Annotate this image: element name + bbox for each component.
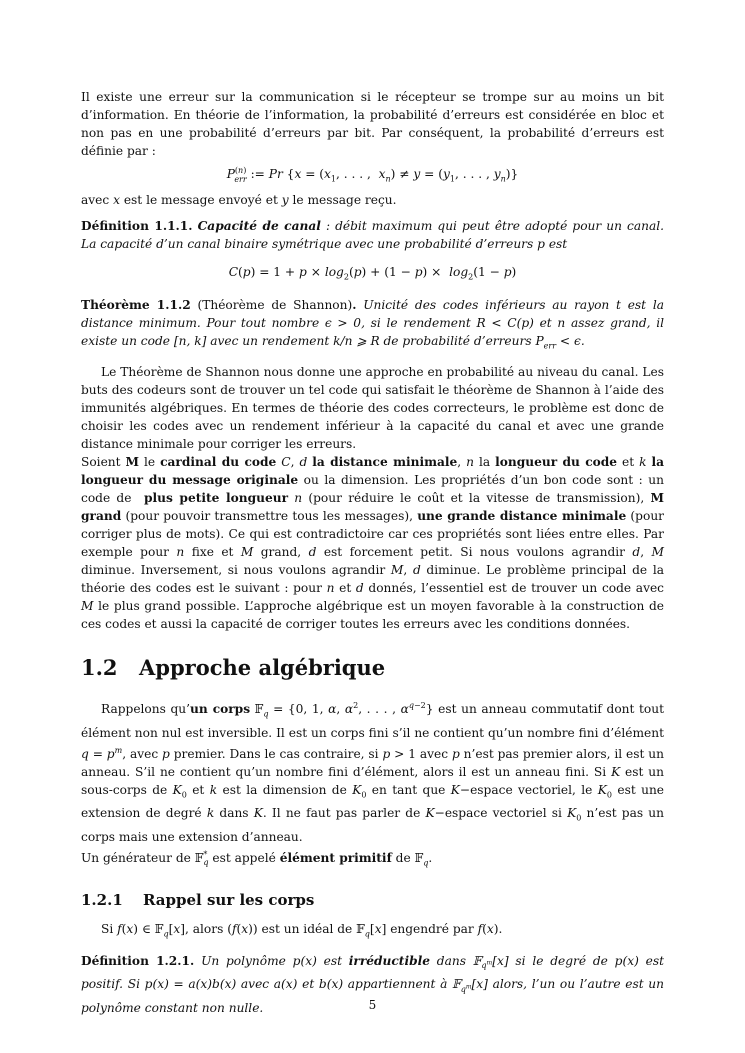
paragraph-corps: Rappelons qu’un corps 𝔽$_q$ = {0, 1, α, $\alpha^2$, . . . , $\alpha^{q-2}$} est un anneau commutatif dont tout élément non nul est inversible. Il est un corps fini s’il ne contient qu’un nombre fini d’élément $q = p^m$, avec p premier. Dans le cas contraire, si p > 1 avec p n’est pas premier alors, il est un anneau. S’il ne contient qu’un nombre fini d’élément, alors il est un anneau fini. Si K est un sous-corps de $K_0$ et k est la dimension de $K_0$ en tant que K−espace vectoriel, le $K_0$ est une extension de degré k dans K. Il ne faut pas parler de K−espace vectoriel si $K_0$ n’est pas un corps mais une extension d’anneau. [81, 701, 665, 844]
definition-1-1-1: Définition 1.1.1. Capacité de canal : débit maximum qui peut être adopté pour un canal. La capacité d’un canal binaire symétrique avec une probabilité d’erreurs p est [81, 218, 665, 251]
subsection-heading [81, 890, 664, 910]
equation-error-probability: $P^{(n)}_{err}$ := Pr {$x = (x_1$, . . . , $x_n) \ne y = (y_1$, . . . , $y_n$)} [226, 166, 519, 184]
paragraph-generator: Un générateur de 𝔽*$_q$ est appelé élément primitif de 𝔽$_q$. [81, 849, 433, 868]
subsection-number: 1.2.1 [81, 891, 123, 910]
paragraph-shannon: Le Théorème de Shannon nous donne une approche en probabilité au niveau du canal. Les buts des codeurs sont de trouver un tel code qui satisfait le théorème de Shannon à l’aide des immunités algébriques. En termes de théorie des codes correcteurs, le problème est donc de choisir les codes avec un rendement inférieur à la capacité du canal et avec une grande distance minimale pour corriger les erreurs. [81, 365, 664, 452]
theorem-1-1-2: Théorème 1.1.2 (Théorème de Shannon). Unicité des codes inférieurs au rayon t est la distance minimum. Pour tout nombre ϵ > 0, si le rendement R < C(p) et n assez grand, il existe un code [n, k] avec un rendement k/n ⩾ R de probabilité d’erreurs $P_{err} < \epsilon$. [81, 297, 665, 351]
page-body [81, 88, 664, 1017]
paragraph-error-definition: Il existe une erreur sur la communication si le récepteur se trompe sur au moins un bit d’information. En théorie de l’information, la probabilité d’erreurs est considérée en bloc et non pas en une probabilité d’erreurs par bit. Par conséquent, la probabilité d’erreurs est définie par : [81, 90, 664, 158]
definition-term: Capacité de canal [197, 218, 321, 233]
paragraph-message-note: avec x est le message envoyé et y le message reçu. [81, 192, 397, 207]
subsection-title: Rappel sur les corps [143, 891, 315, 910]
page-number: 5 [368, 998, 377, 1012]
definition-label: Définition 1.1.1. [81, 218, 193, 233]
paragraph-code-properties: Soient M le cardinal du code C, d la distance minimale, n la longueur du code et k la longueur du message originale ou la dimension. Les propriétés d’un bon code sont : un code de plus petite longueur n (pour réduire le coût et la vitesse de transmission), M grand (pour pouvoir transmettre tous les messages), une grande distance minimale (pour corriger plus de mots). Ce qui est contradictoire car ces propriétés sont liées entre elles. Par exemple pour n fixe et M grand, d est forcement petit. Si nous voulons agrandir d, M diminue. Inversement, si nous voulons agrandir M, d diminue. Le problème principal de la théorie des codes est le suivant : pour n et d donnés, l’essentiel est de trouver un code avec M le plus grand possible. L’approche algébrique est un moyen favorable à la construction de ces codes et aussi la capacité de corriger toutes les erreurs avec les conditions données. [81, 455, 665, 632]
paragraph-ideal: Si f(x) ∈ 𝔽$_q$[x], alors (f(x)) est un idéal de 𝔽$_q$[x] engendré par f(x). [101, 922, 503, 939]
theorem-label: Théorème 1.1.2 [81, 297, 191, 312]
section-title: Approche algébrique [139, 655, 386, 681]
definition-label: Définition 1.2.1. [81, 953, 195, 968]
definition-1-2-1: Définition 1.2.1. Un polynôme p(x) est irréductible dans 𝔽$_{q^m}$[x] si le degré de p(x) est positif. Si p(x) = a(x)b(x) avec a(x) et b(x) appartiennent à 𝔽$_{q^m}$[x] alors, l’un ou l’autre est un polynôme constant non nulle. [81, 953, 665, 1015]
section-heading [81, 655, 664, 681]
theorem-paren: (Théorème de Shannon). [197, 297, 357, 312]
section-number: 1.2 [81, 655, 118, 681]
equation-channel-capacity: $C(p) = 1 + p \times \log_2(p) + (1 - p) \times \log_2(1 - p)$ [228, 264, 517, 281]
